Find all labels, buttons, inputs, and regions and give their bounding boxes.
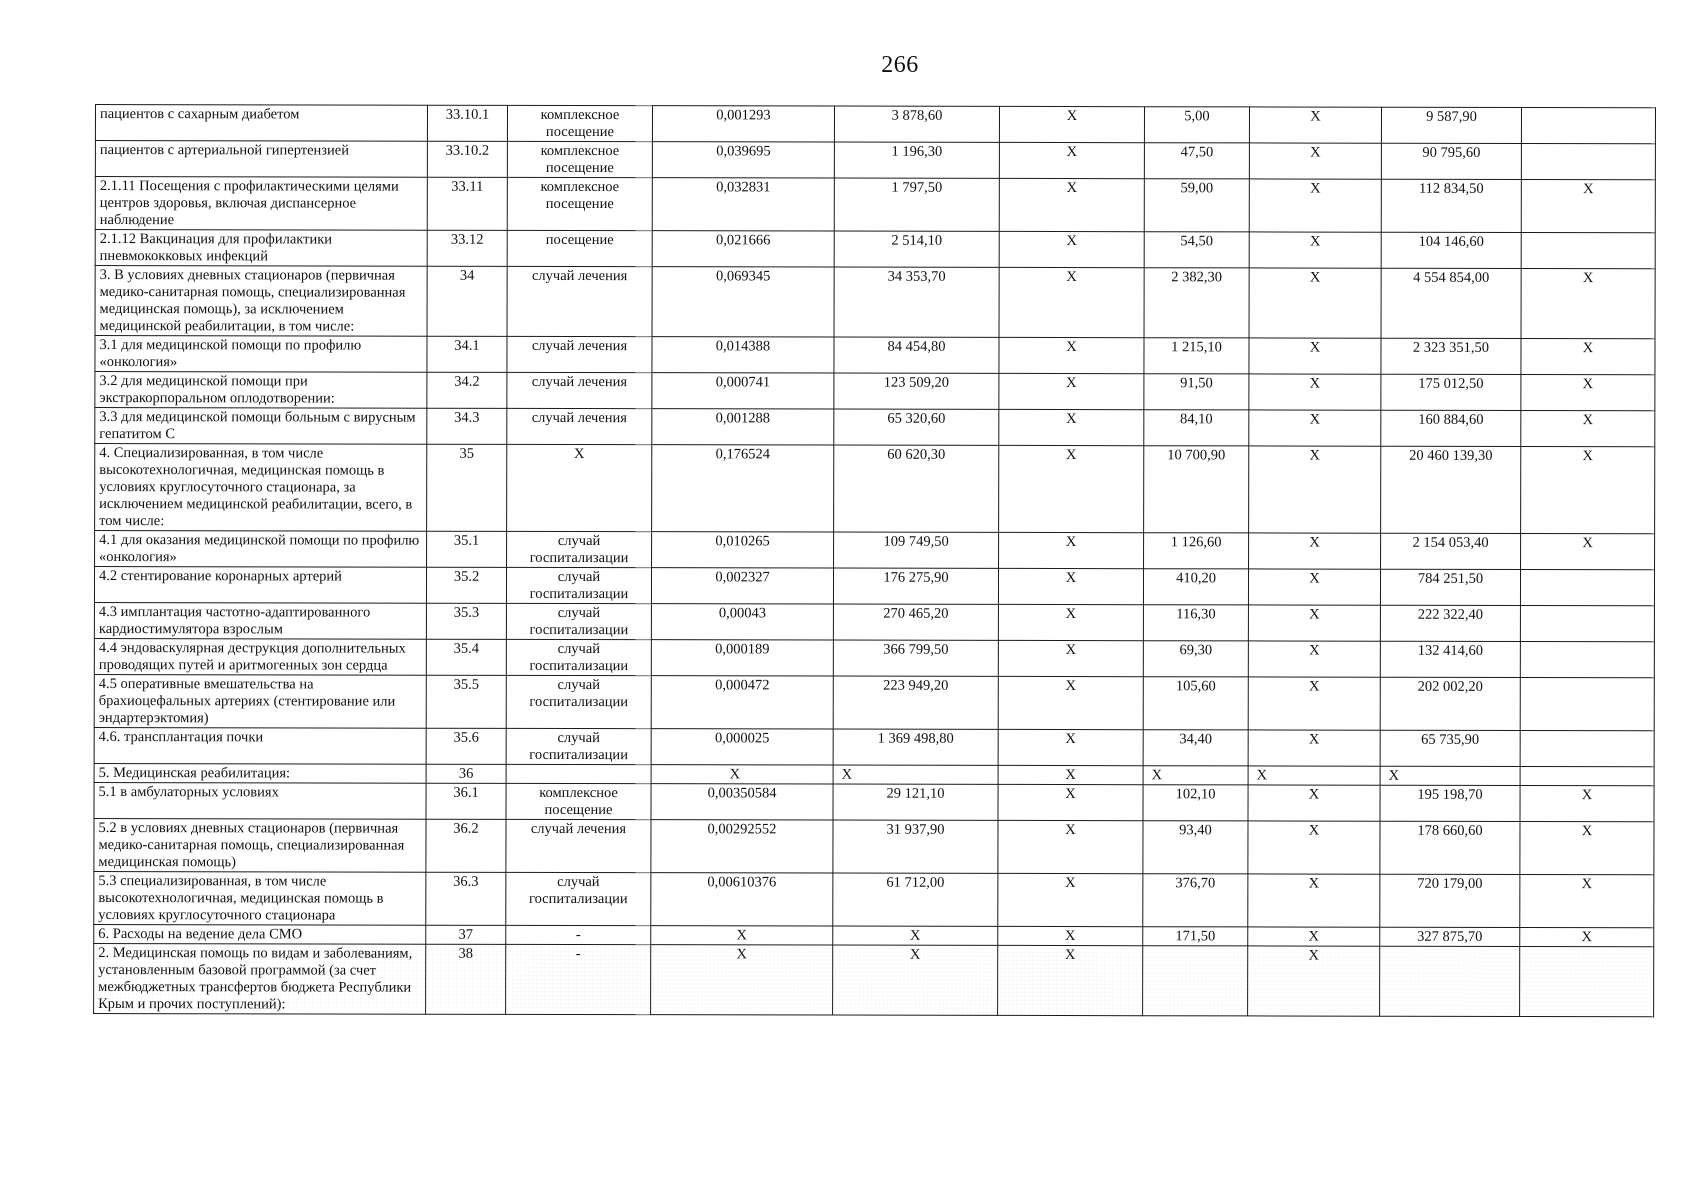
row-unit: комплексное посещение — [507, 177, 652, 230]
row-name: 4. Специализированная, в том числе высокотехнологичная, медицинская помощь в условиях круглосуточного стационара, за исключением медицинской реабилитации, всего, в том числе: — [95, 444, 427, 532]
row-code: 35.2 — [426, 567, 506, 603]
row-cost: 109 749,50 — [834, 532, 999, 568]
row-x-mark-3 — [1520, 677, 1654, 730]
row-norm: 0,032831 — [652, 178, 834, 231]
row-unit: случай госпитализации — [506, 728, 651, 764]
row-x-mark-2: Х — [1249, 410, 1381, 446]
row-norm: 0,014388 — [652, 337, 834, 373]
row-code: 35.1 — [427, 531, 507, 567]
row-unit: - — [506, 944, 651, 1014]
row-name: 3. В условиях дневных стационаров (первичная медико-санитарная помощь, специализированная медицинская помощь), за исключением медицинской реабилитации, в том числе: — [95, 266, 427, 337]
row-total: 90 795,60 — [1381, 143, 1521, 179]
row-x-mark-2: Х — [1248, 605, 1380, 641]
row-x-mark-1: Х — [998, 640, 1143, 676]
row-x-mark-1: Х — [998, 765, 1143, 784]
row-x-mark-1: Х — [999, 532, 1144, 568]
row-cost: 3 878,60 — [834, 106, 999, 142]
row-unit: комплексное посещение — [507, 141, 652, 177]
row-norm: Х — [651, 926, 833, 945]
row-per-capita: 10 700,90 — [1144, 446, 1249, 533]
row-code: 37 — [426, 925, 506, 944]
row-total: 178 660,60 — [1380, 821, 1520, 874]
row-cost: 31 937,90 — [833, 820, 998, 873]
row-x-mark-3: Х — [1521, 446, 1655, 533]
table-row — [94, 602, 1654, 641]
row-per-capita: 102,10 — [1143, 785, 1248, 821]
row-x-mark-1: Х — [998, 604, 1143, 640]
row-unit: Х — [507, 444, 652, 531]
row-name: 4.6. трансплантация почки — [94, 727, 426, 764]
row-cost: 1 797,50 — [834, 178, 999, 231]
row-total: 132 414,60 — [1380, 641, 1520, 677]
row-unit: случай лечения — [507, 372, 652, 408]
row-x-mark-2: Х — [1249, 143, 1381, 179]
row-x-mark-3 — [1520, 569, 1654, 605]
row-x-mark-3 — [1520, 766, 1654, 785]
row-name: 4.2 стентирование коронарных артерий — [94, 567, 426, 604]
row-per-capita: 171,50 — [1143, 927, 1248, 946]
row-total: 2 154 053,40 — [1381, 533, 1521, 569]
row-x-mark-3 — [1521, 107, 1655, 143]
row-cost: 60 620,30 — [834, 445, 999, 532]
row-name: 6. Расходы на ведение дела СМО — [94, 924, 426, 944]
row-x-mark-1: Х — [999, 337, 1144, 373]
row-name: 5.1 в амбулаторных условиях — [94, 782, 426, 819]
row-per-capita: Х — [1143, 766, 1248, 785]
row-cost: 34 353,70 — [834, 267, 999, 337]
row-per-capita: 5,00 — [1144, 107, 1249, 143]
row-cost: 1 369 498,80 — [833, 729, 998, 765]
row-code: 34.1 — [427, 336, 507, 372]
row-cost: 123 509,20 — [834, 373, 999, 409]
row-unit: случай лечения — [507, 266, 652, 336]
row-x-mark-3 — [1520, 730, 1654, 766]
row-x-mark-3 — [1520, 946, 1654, 1016]
table-row — [95, 266, 1655, 339]
row-code: 35.4 — [426, 639, 506, 675]
page-number: 266 — [881, 52, 919, 78]
row-x-mark-3: Х — [1520, 927, 1654, 946]
row-name: 5. Медицинская реабилитация: — [94, 763, 426, 783]
row-unit: комплексное посещение — [506, 783, 651, 819]
row-unit: случай госпитализации — [507, 531, 652, 567]
row-x-mark-1: Х — [999, 445, 1144, 532]
row-total: 104 146,60 — [1381, 232, 1521, 268]
table-row — [95, 141, 1655, 180]
row-x-mark-2: Х — [1248, 569, 1380, 605]
row-x-mark-2: Х — [1248, 730, 1380, 766]
row-x-mark-3 — [1520, 605, 1654, 641]
row-total: 175 012,50 — [1381, 374, 1521, 410]
row-cost: 84 454,80 — [834, 337, 999, 373]
table-row — [95, 230, 1655, 269]
table-row — [94, 818, 1654, 874]
row-name: 4.3 имплантация частотно-адаптированного кардиостимулятора взрослым — [94, 602, 426, 639]
row-norm: 0,000741 — [652, 373, 834, 409]
row-x-mark-2: Х — [1249, 338, 1381, 374]
row-x-mark-2: Х — [1249, 232, 1381, 268]
row-norm: 0,00292552 — [651, 820, 833, 873]
row-total: 2 323 351,50 — [1381, 338, 1521, 374]
table-row — [94, 674, 1654, 730]
row-code: 35.5 — [426, 675, 506, 728]
row-name: 4.4 эндоваскулярная деструкция дополнительных проводящих путей и аритмогенных зон сердца — [94, 638, 426, 675]
row-x-mark-2: Х — [1249, 268, 1381, 338]
row-x-mark-1: Х — [998, 926, 1143, 945]
row-cost: 366 799,50 — [833, 640, 998, 676]
row-name: 3.3 для медицинской помощи больным с вирусным гепатитом С — [95, 408, 427, 445]
row-name: 5.2 в условиях дневных стационаров (первичная медико-санитарная помощь, специализированная медицинская помощь) — [94, 818, 426, 872]
row-x-mark-3: Х — [1521, 268, 1655, 338]
table-row — [95, 408, 1655, 447]
row-unit: случай госпитализации — [506, 567, 651, 603]
row-total: 4 554 854,00 — [1381, 268, 1521, 338]
row-x-mark-2: Х — [1249, 374, 1381, 410]
row-unit: случай лечения — [506, 819, 651, 872]
row-total: Х — [1380, 766, 1520, 785]
row-cost: 176 275,90 — [833, 568, 998, 604]
row-x-mark-1: Х — [999, 142, 1144, 178]
row-cost: 61 712,00 — [833, 873, 998, 926]
row-per-capita: 69,30 — [1143, 641, 1248, 677]
row-x-mark-3: Х — [1521, 410, 1655, 446]
row-norm: 0,069345 — [652, 267, 834, 337]
table-row — [95, 531, 1655, 570]
row-cost: Х — [833, 765, 998, 784]
row-total: 20 460 139,30 — [1381, 446, 1521, 533]
row-x-mark-2: Х — [1248, 946, 1380, 1016]
row-name: 2. Медицинская помощь по видам и заболеваниям, установленным базовой программой (за счет межбюджетных трансфертов бюджета Республики Крым и прочих поступлений): — [94, 943, 426, 1014]
row-code: 34.2 — [427, 372, 507, 408]
row-total — [1380, 946, 1520, 1016]
row-code: 35 — [427, 444, 507, 531]
row-x-mark-3: Х — [1521, 338, 1655, 374]
row-x-mark-2: Х — [1249, 107, 1381, 143]
table-row — [95, 105, 1655, 144]
table-row — [94, 567, 1654, 606]
row-unit: случай госпитализации — [506, 603, 651, 639]
row-unit: случай лечения — [507, 408, 652, 444]
row-unit — [506, 764, 651, 783]
row-code: 36.2 — [426, 819, 506, 872]
row-per-capita: 59,00 — [1144, 179, 1249, 232]
row-name: 4.5 оперативные вмешательства на брахиоцефальных артериях (стентирование или эндартерэктомия) — [94, 674, 426, 728]
row-x-mark-1: Х — [999, 231, 1144, 267]
row-per-capita: 47,50 — [1144, 143, 1249, 179]
row-x-mark-3: Х — [1521, 179, 1655, 232]
row-name: 5.3 специализированная, в том числе высокотехнологичная, медицинская помощь в условиях круглосуточного стационара — [94, 871, 426, 925]
row-per-capita: 1 215,10 — [1144, 338, 1249, 374]
row-total: 112 834,50 — [1381, 179, 1521, 232]
table-row — [95, 336, 1655, 375]
row-x-mark-1: Х — [998, 729, 1143, 765]
row-code: 33.12 — [427, 230, 507, 266]
row-x-mark-2: Х — [1249, 179, 1381, 232]
row-cost: Х — [833, 945, 998, 1015]
row-x-mark-3: Х — [1520, 821, 1654, 874]
row-norm: 0,021666 — [652, 231, 834, 267]
row-norm: 0,010265 — [652, 532, 834, 568]
row-per-capita: 93,40 — [1143, 821, 1248, 874]
row-total: 222 322,40 — [1380, 605, 1520, 641]
row-per-capita: 54,50 — [1144, 232, 1249, 268]
row-total: 195 198,70 — [1380, 785, 1520, 821]
row-unit: случай госпитализации — [506, 639, 651, 675]
table-row — [94, 871, 1654, 927]
row-x-mark-2: Х — [1249, 533, 1381, 569]
row-cost: 29 121,10 — [833, 784, 998, 820]
row-x-mark-1: Х — [999, 178, 1144, 231]
row-cost: 1 196,30 — [834, 142, 999, 178]
table-row — [95, 372, 1655, 411]
row-code: 36.3 — [426, 872, 506, 925]
row-per-capita — [1143, 946, 1248, 1016]
row-name: пациентов с сахарным диабетом — [95, 105, 427, 142]
row-total: 160 884,60 — [1381, 410, 1521, 446]
row-norm: Х — [651, 765, 833, 784]
row-norm: 0,00043 — [651, 604, 833, 640]
row-per-capita: 2 382,30 — [1144, 268, 1249, 338]
row-norm: 0,001288 — [652, 409, 834, 445]
row-total: 327 875,70 — [1380, 927, 1520, 946]
row-x-mark-1: Х — [999, 373, 1144, 409]
document-sheet — [93, 104, 1655, 1017]
row-x-mark-2: Х — [1249, 446, 1381, 533]
row-norm: 0,00350584 — [651, 784, 833, 820]
row-total: 784 251,50 — [1380, 569, 1520, 605]
row-code: 33.10.1 — [427, 105, 507, 141]
row-total: 65 735,90 — [1380, 730, 1520, 766]
row-x-mark-2: Х — [1248, 641, 1380, 677]
row-per-capita: 1 126,60 — [1144, 533, 1249, 569]
row-name: 4.1 для оказания медицинской помощи по профилю «онкология» — [95, 531, 427, 568]
table-row — [95, 177, 1655, 233]
row-norm: 0,039695 — [652, 142, 834, 178]
row-name: 3.2 для медицинской помощи при экстракорпоральном оплодотворении: — [95, 372, 427, 409]
row-x-mark-1: Х — [999, 409, 1144, 445]
row-per-capita: 84,10 — [1144, 410, 1249, 446]
row-per-capita: 376,70 — [1143, 874, 1248, 927]
row-norm: 0,176524 — [652, 445, 834, 532]
row-unit: случай госпитализации — [506, 675, 651, 728]
row-x-mark-1: Х — [998, 820, 1143, 873]
row-x-mark-3 — [1521, 232, 1655, 268]
row-unit: случай госпитализации — [506, 872, 651, 925]
table-row — [95, 444, 1655, 534]
row-code: 35.6 — [426, 728, 506, 764]
row-name: пациентов с артериальной гипертензией — [95, 141, 427, 178]
row-x-mark-2: Х — [1248, 874, 1380, 927]
row-code: 34.3 — [427, 408, 507, 444]
row-cost: 65 320,60 — [834, 409, 999, 445]
row-cost: 2 514,10 — [834, 231, 999, 267]
row-norm: 0,00610376 — [651, 873, 833, 926]
row-per-capita: 91,50 — [1144, 374, 1249, 410]
row-name: 2.1.12 Вакцинация для профилактики пневмококковых инфекций — [95, 230, 427, 267]
row-x-mark-3 — [1520, 641, 1654, 677]
row-cost: Х — [833, 926, 998, 945]
row-cost: 223 949,20 — [833, 676, 998, 729]
table-row — [94, 782, 1654, 821]
row-x-mark-1: Х — [998, 945, 1143, 1015]
row-norm: 0,000472 — [651, 676, 833, 729]
row-per-capita: 34,40 — [1143, 730, 1248, 766]
row-code: 33.10.2 — [427, 141, 507, 177]
row-x-mark-1: Х — [998, 873, 1143, 926]
row-code: 33.11 — [427, 177, 507, 230]
row-x-mark-1: Х — [999, 106, 1144, 142]
table-row — [94, 943, 1654, 1016]
row-code: 38 — [426, 944, 506, 1014]
row-total: 9 587,90 — [1381, 107, 1521, 143]
row-x-mark-1: Х — [999, 267, 1144, 337]
row-x-mark-2: Х — [1248, 785, 1380, 821]
row-x-mark-3: Х — [1521, 374, 1655, 410]
row-norm: Х — [651, 945, 833, 1015]
row-x-mark-3 — [1521, 143, 1655, 179]
row-norm: 0,000025 — [651, 729, 833, 765]
row-norm: 0,000189 — [651, 640, 833, 676]
row-code: 36.1 — [426, 783, 506, 819]
row-per-capita: 410,20 — [1143, 569, 1248, 605]
row-total: 720 179,00 — [1380, 874, 1520, 927]
row-x-mark-3: Х — [1520, 874, 1654, 927]
row-x-mark-2: Х — [1248, 766, 1380, 785]
row-per-capita: 105,60 — [1143, 677, 1248, 730]
row-x-mark-2: Х — [1248, 927, 1380, 946]
row-unit: - — [506, 925, 651, 944]
row-x-mark-1: Х — [998, 784, 1143, 820]
row-name: 2.1.11 Посещения с профилактическими целями центров здоровья, включая диспансерное наблюдение — [95, 177, 427, 231]
row-x-mark-2: Х — [1248, 821, 1380, 874]
row-x-mark-3: Х — [1521, 533, 1655, 569]
row-unit: комплексное посещение — [507, 105, 652, 141]
row-x-mark-1: Х — [998, 676, 1143, 729]
row-total: 202 002,20 — [1380, 677, 1520, 730]
table-row — [94, 638, 1654, 677]
row-x-mark-3: Х — [1520, 785, 1654, 821]
row-norm: 0,001293 — [652, 106, 834, 142]
row-name: 3.1 для медицинской помощи по профилю «онкология» — [95, 336, 427, 373]
row-unit: посещение — [507, 230, 652, 266]
row-code: 34 — [427, 266, 507, 336]
row-per-capita: 116,30 — [1143, 605, 1248, 641]
row-code: 36 — [426, 764, 506, 783]
row-unit: случай лечения — [507, 336, 652, 372]
normatives-table — [93, 104, 1656, 1017]
row-code: 35.3 — [426, 603, 506, 639]
row-x-mark-2: Х — [1248, 677, 1380, 730]
row-x-mark-1: Х — [998, 568, 1143, 604]
table-body — [94, 105, 1656, 1017]
row-norm: 0,002327 — [651, 568, 833, 604]
table-row — [94, 727, 1654, 766]
row-cost: 270 465,20 — [833, 604, 998, 640]
